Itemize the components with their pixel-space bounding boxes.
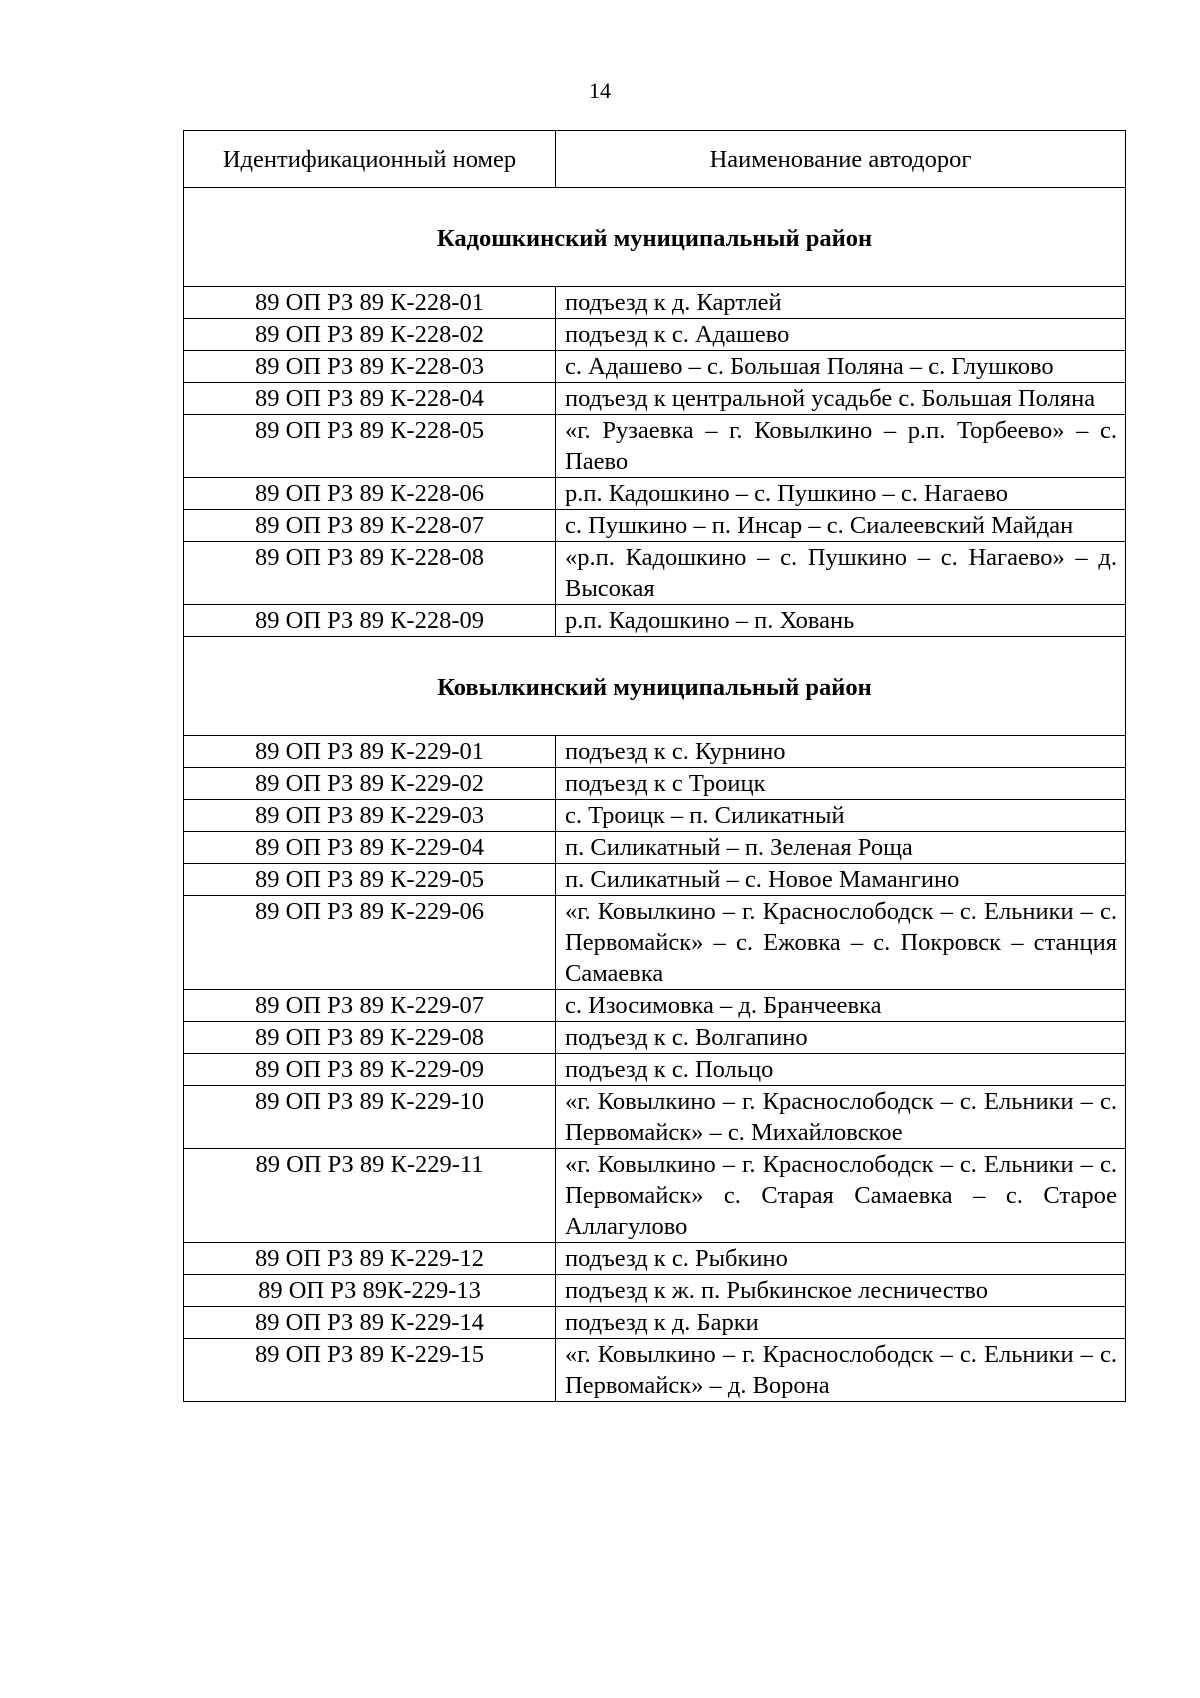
- road-id-cell: 89 ОП РЗ 89 К-229-10: [184, 1086, 556, 1149]
- section-title: Кадошкинский муниципальный район: [184, 188, 1126, 287]
- header-id: Идентификационный номер: [184, 131, 556, 188]
- road-id-cell: 89 ОП РЗ 89 К-228-08: [184, 542, 556, 605]
- road-id-cell: 89 ОП РЗ 89 К-228-03: [184, 351, 556, 383]
- road-name-cell: подъезд к д. Барки: [556, 1307, 1126, 1339]
- road-name-cell: п. Силикатный – п. Зеленая Роща: [556, 832, 1126, 864]
- table-row: [184, 864, 1126, 896]
- section-title: Ковылкинский муниципальный район: [184, 637, 1126, 736]
- table-row: [184, 1275, 1126, 1307]
- road-name-cell: с. Пушкино – п. Инсар – с. Сиалеевский Майдан: [556, 510, 1126, 542]
- road-id-cell: 89 ОП РЗ 89 К-229-09: [184, 1054, 556, 1086]
- page-number: 14: [589, 78, 611, 103]
- road-id-cell: 89 ОП РЗ 89 К-228-05: [184, 415, 556, 478]
- table-row: [184, 768, 1126, 800]
- road-id-cell: 89 ОП РЗ 89 К-229-07: [184, 990, 556, 1022]
- table-row: [184, 736, 1126, 768]
- table-row: [184, 542, 1126, 605]
- road-id-cell: 89 ОП РЗ 89 К-229-14: [184, 1307, 556, 1339]
- table-row: [184, 383, 1126, 415]
- section-row: [184, 188, 1126, 287]
- table-row: [184, 287, 1126, 319]
- road-id-cell: 89 ОП РЗ 89 К-228-04: [184, 383, 556, 415]
- table-row: [184, 1339, 1126, 1402]
- road-name-cell: подъезд к с. Рыбкино: [556, 1243, 1126, 1275]
- road-name-cell: «г. Ковылкино – г. Краснослободск – с. Ельники – с. Первомайск» – с. Михайловское: [556, 1086, 1126, 1149]
- road-name-cell: «г. Рузаевка – г. Ковылкино – р.п. Торбеево» – с. Паево: [556, 415, 1126, 478]
- section-row: [184, 637, 1126, 736]
- table-row: [184, 605, 1126, 637]
- road-id-cell: 89 ОП РЗ 89 К-229-01: [184, 736, 556, 768]
- road-name-cell: подъезд к с Троицк: [556, 768, 1126, 800]
- road-name-cell: р.п. Кадошкино – п. Ховань: [556, 605, 1126, 637]
- road-id-cell: 89 ОП РЗ 89 К-228-09: [184, 605, 556, 637]
- header-name: Наименование автодорог: [556, 131, 1126, 188]
- road-name-cell: с. Изосимовка – д. Бранчеевка: [556, 990, 1126, 1022]
- road-name-cell: подъезд к центральной усадьбе с. Большая Поляна: [556, 383, 1126, 415]
- road-name-cell: «г. Ковылкино – г. Краснослободск – с. Ельники – с. Первомайск» – с. Ежовка – с. Покровск – станция Самаевка: [556, 896, 1126, 990]
- road-name-cell: с. Троицк – п. Силикатный: [556, 800, 1126, 832]
- table-row: [184, 1307, 1126, 1339]
- road-id-cell: 89 ОП РЗ 89 К-229-05: [184, 864, 556, 896]
- table-body: [184, 188, 1126, 1402]
- road-name-cell: подъезд к с. Адашево: [556, 319, 1126, 351]
- road-id-cell: 89 ОП РЗ 89 К-228-07: [184, 510, 556, 542]
- roads-table: [183, 130, 1126, 1402]
- road-name-cell: р.п. Кадошкино – с. Пушкино – с. Нагаево: [556, 478, 1126, 510]
- road-name-cell: с. Адашево – с. Большая Поляна – с. Глушково: [556, 351, 1126, 383]
- road-id-cell: 89 ОП РЗ 89 К-229-08: [184, 1022, 556, 1054]
- table-row: [184, 1054, 1126, 1086]
- road-name-cell: подъезд к с. Курнино: [556, 736, 1126, 768]
- table-row: [184, 415, 1126, 478]
- road-name-cell: подъезд к ж. п. Рыбкинское лесничество: [556, 1275, 1126, 1307]
- road-id-cell: 89 ОП РЗ 89 К-228-01: [184, 287, 556, 319]
- road-id-cell: 89 ОП РЗ 89 К-229-12: [184, 1243, 556, 1275]
- road-id-cell: 89 ОП РЗ 89 К-229-03: [184, 800, 556, 832]
- road-id-cell: 89 ОП РЗ 89 К-228-02: [184, 319, 556, 351]
- road-id-cell: 89 ОП РЗ 89 К-229-06: [184, 896, 556, 990]
- table-row: [184, 319, 1126, 351]
- road-name-cell: подъезд к д. Картлей: [556, 287, 1126, 319]
- table-row: [184, 510, 1126, 542]
- table-row: [184, 1243, 1126, 1275]
- table-row: [184, 1149, 1126, 1243]
- table-row: [184, 1022, 1126, 1054]
- road-id-cell: 89 ОП РЗ 89 К-228-06: [184, 478, 556, 510]
- road-name-cell: подъезд к с. Польцо: [556, 1054, 1126, 1086]
- table-row: [184, 351, 1126, 383]
- road-name-cell: «г. Ковылкино – г. Краснослободск – с. Ельники – с. Первомайск» – д. Ворона: [556, 1339, 1126, 1402]
- table-row: [184, 1086, 1126, 1149]
- road-id-cell: 89 ОП РЗ 89 К-229-15: [184, 1339, 556, 1402]
- road-name-cell: «р.п. Кадошкино – с. Пушкино – с. Нагаево» – д. Высокая: [556, 542, 1126, 605]
- road-id-cell: 89 ОП РЗ 89К-229-13: [184, 1275, 556, 1307]
- road-id-cell: 89 ОП РЗ 89 К-229-04: [184, 832, 556, 864]
- table-row: [184, 832, 1126, 864]
- table-row: [184, 800, 1126, 832]
- table-row: [184, 478, 1126, 510]
- road-name-cell: «г. Ковылкино – г. Краснослободск – с. Ельники – с. Первомайск» с. Старая Самаевка – с. Старое Аллагулово: [556, 1149, 1126, 1243]
- road-id-cell: 89 ОП РЗ 89 К-229-02: [184, 768, 556, 800]
- road-id-cell: 89 ОП РЗ 89 К-229-11: [184, 1149, 556, 1243]
- table-row: [184, 990, 1126, 1022]
- road-name-cell: подъезд к с. Волгапино: [556, 1022, 1126, 1054]
- header-row: [184, 131, 1126, 188]
- table-row: [184, 896, 1126, 990]
- road-name-cell: п. Силикатный – с. Новое Мамангино: [556, 864, 1126, 896]
